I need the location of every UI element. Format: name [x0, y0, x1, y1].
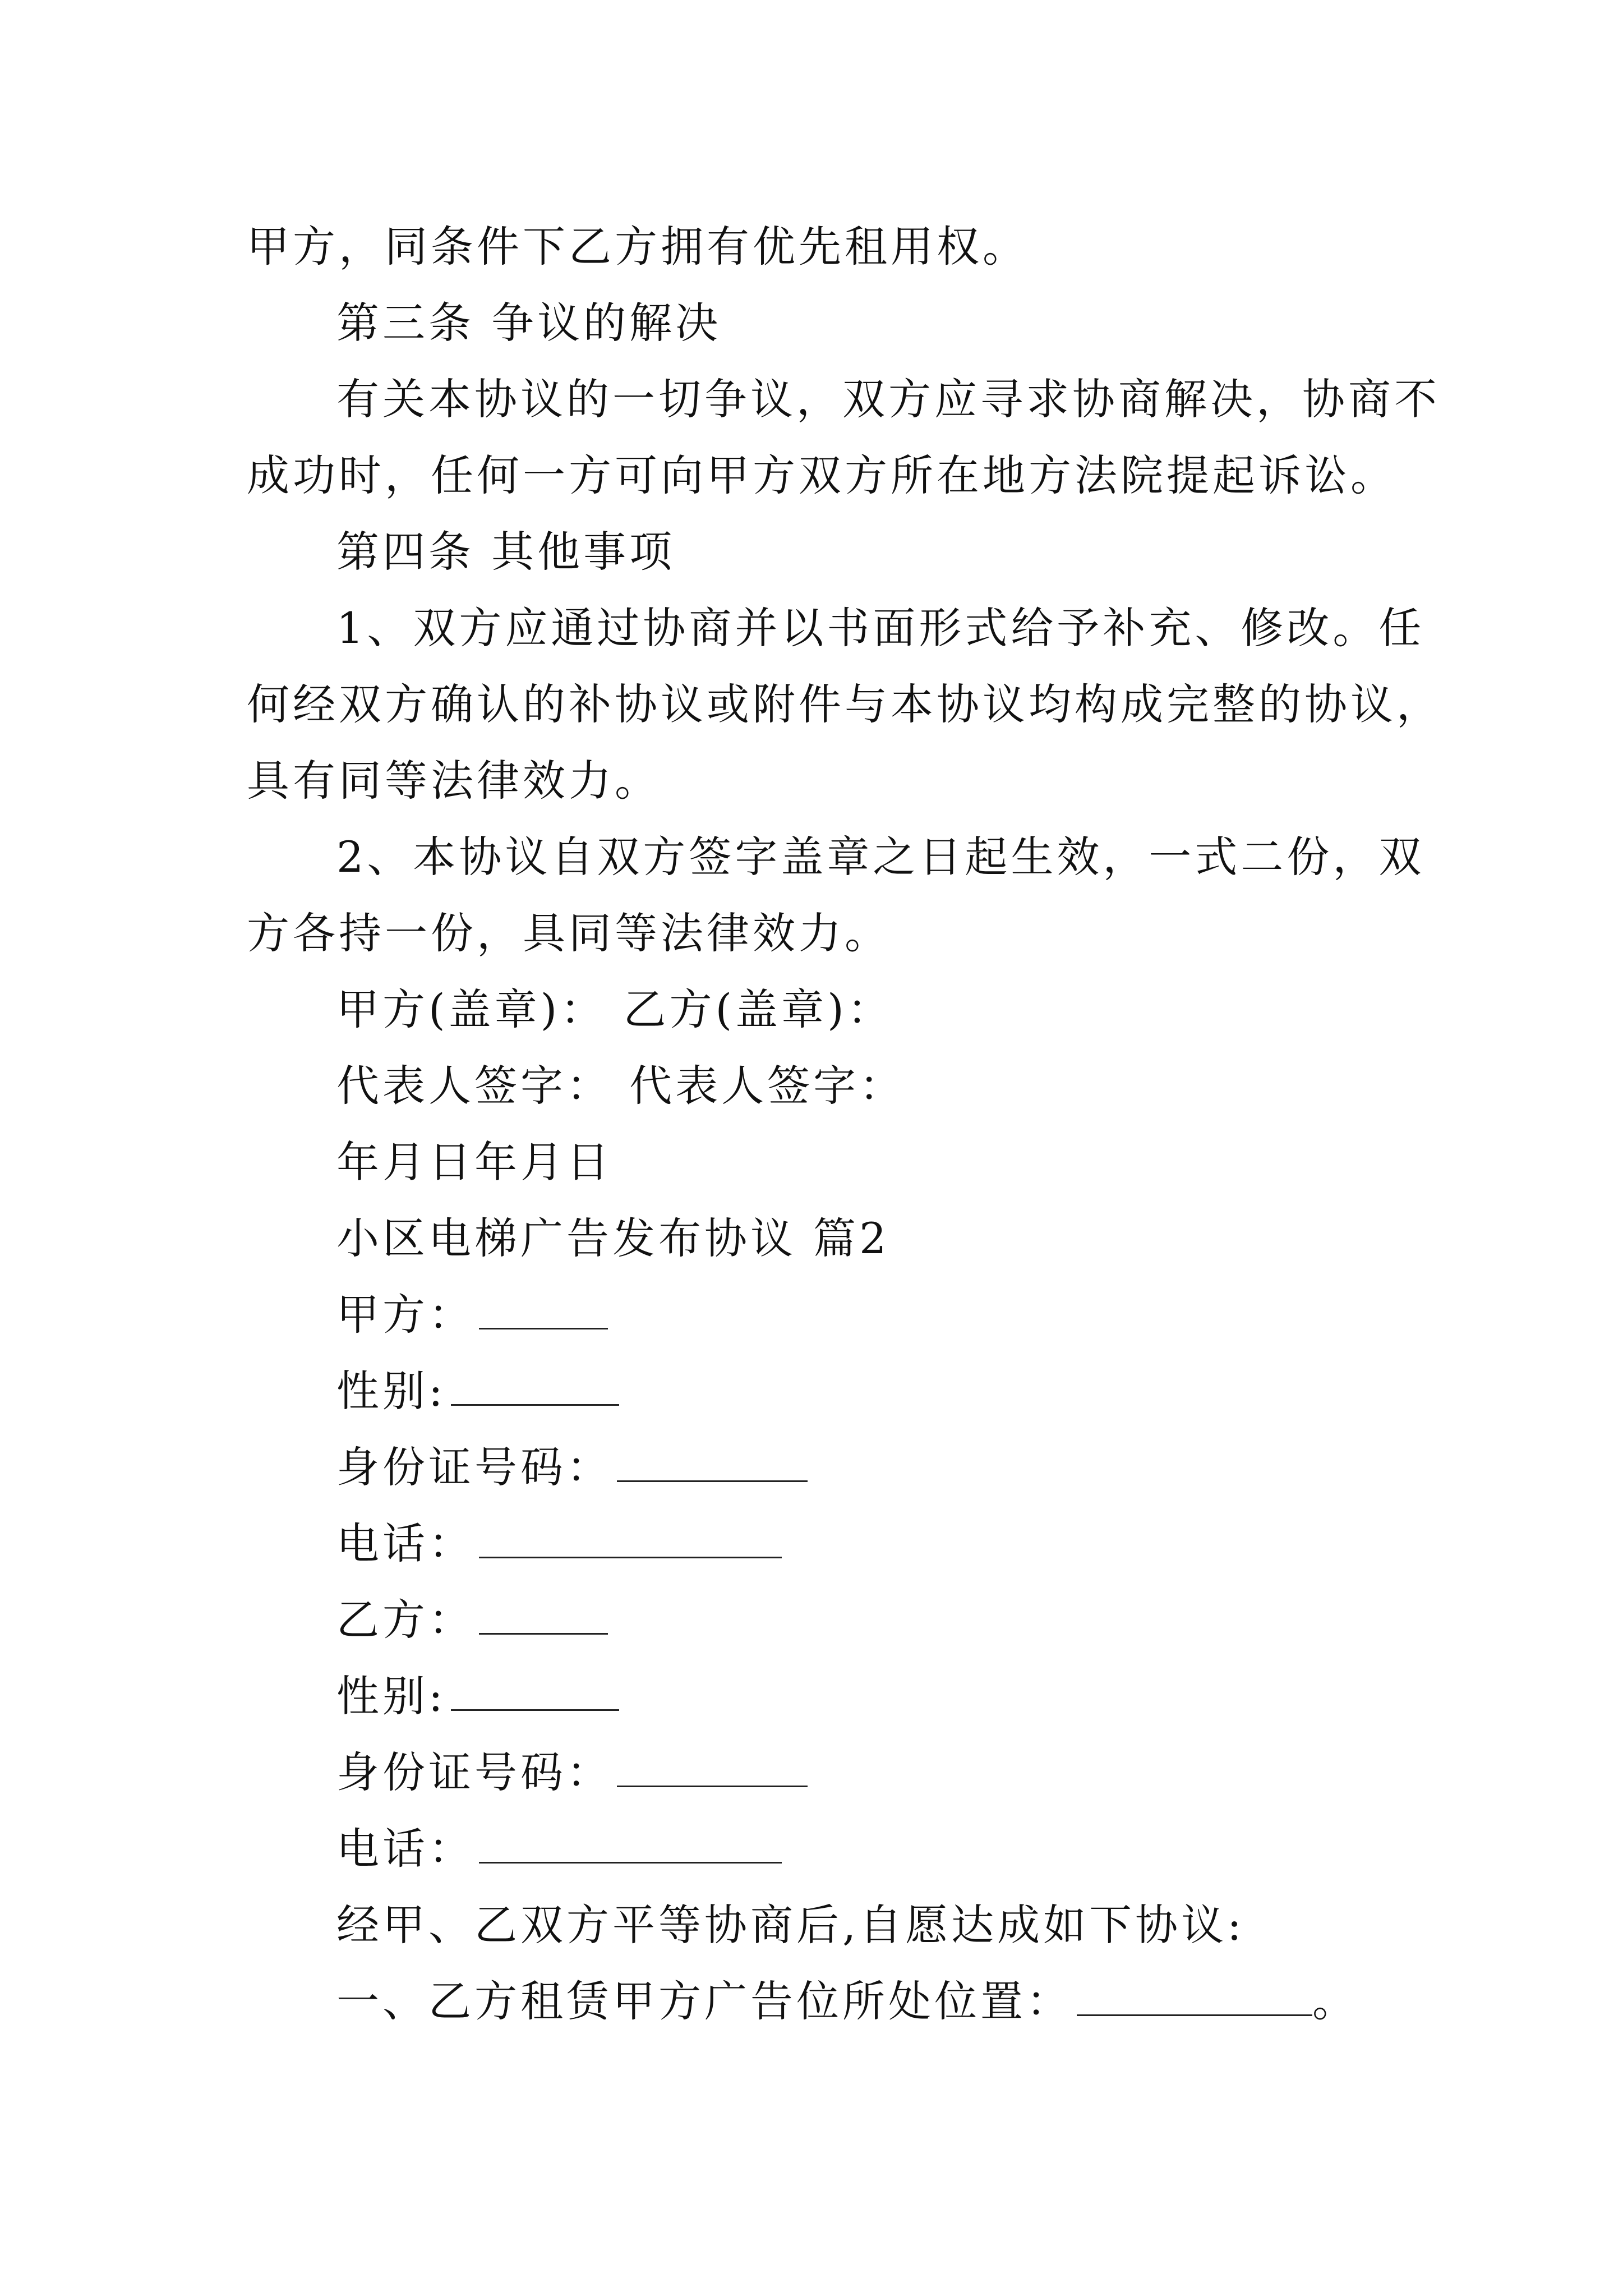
party-a-blank	[479, 1284, 608, 1329]
gender-a-label: 性别:	[336, 1366, 446, 1416]
id-a-label: 身份证号码：	[336, 1442, 612, 1492]
signature-seal-line: 甲方(盖章)： 乙方(盖章)：	[336, 984, 893, 1034]
clause-one-text: 一、乙方租赁甲方广告位所处位置：	[336, 1976, 1072, 2026]
clause-one	[336, 1963, 1358, 2040]
id-b-label: 身份证号码：	[336, 1747, 612, 1797]
location-blank	[1077, 1971, 1312, 2016]
id-a-blank	[617, 1437, 808, 1482]
phone-b-field	[336, 1811, 782, 1887]
representative-signature-line: 代表人签字： 代表人签字：	[336, 1061, 906, 1111]
gender-b-blank	[451, 1665, 619, 1711]
phone-b-blank	[479, 1818, 782, 1864]
clause-one-end: 。	[1312, 1976, 1358, 2026]
text-line: 成功时，任何一方可向甲方双方所在地方法院提起诉讼。	[247, 450, 1396, 500]
gender-b-field	[336, 1658, 619, 1734]
text-line: 甲方，同条件下乙方拥有优先租用权。	[247, 222, 1029, 272]
section-heading-4: 第四条 其他事项	[336, 527, 676, 577]
party-a-field	[336, 1277, 608, 1353]
id-b-field	[336, 1734, 808, 1811]
id-b-blank	[617, 1742, 808, 1787]
phone-b-label: 电话：	[336, 1824, 474, 1874]
gender-b-label: 性别:	[336, 1671, 446, 1721]
text-line: 具有同等法律效力。	[247, 756, 661, 806]
party-a-label: 甲方：	[336, 1290, 474, 1340]
id-a-field	[336, 1429, 808, 1506]
gender-a-blank	[451, 1360, 619, 1406]
phone-a-field	[336, 1506, 782, 1582]
section-heading-3: 第三条 争议的解决	[336, 298, 722, 348]
phone-a-label: 电话：	[336, 1519, 474, 1568]
text-line: 2、本协议自双方签字盖章之日起生效，一式二份，双	[336, 832, 1425, 882]
text-line: 1、双方应通过协商并以书面形式给予补充、修改。任	[336, 603, 1425, 653]
party-b-label: 乙方：	[336, 1595, 474, 1645]
gender-a-field	[336, 1353, 619, 1429]
party-b-blank	[479, 1589, 608, 1635]
date-line: 年月日年月日	[336, 1137, 612, 1187]
phone-a-blank	[479, 1513, 782, 1558]
agreement-title-part2: 小区电梯广告发布协议 篇2	[336, 1213, 890, 1263]
party-b-field	[336, 1582, 608, 1658]
text-line: 有关本协议的一切争议，双方应寻求协商解决，协商不	[336, 374, 1440, 424]
agreement-intro: 经甲、乙双方平等协商后,自愿达成如下协议:	[336, 1900, 1245, 1950]
text-line: 何经双方确认的补协议或附件与本协议均构成完整的协议，	[247, 679, 1442, 729]
text-line: 方各持一份，具同等法律效力。	[247, 908, 891, 958]
